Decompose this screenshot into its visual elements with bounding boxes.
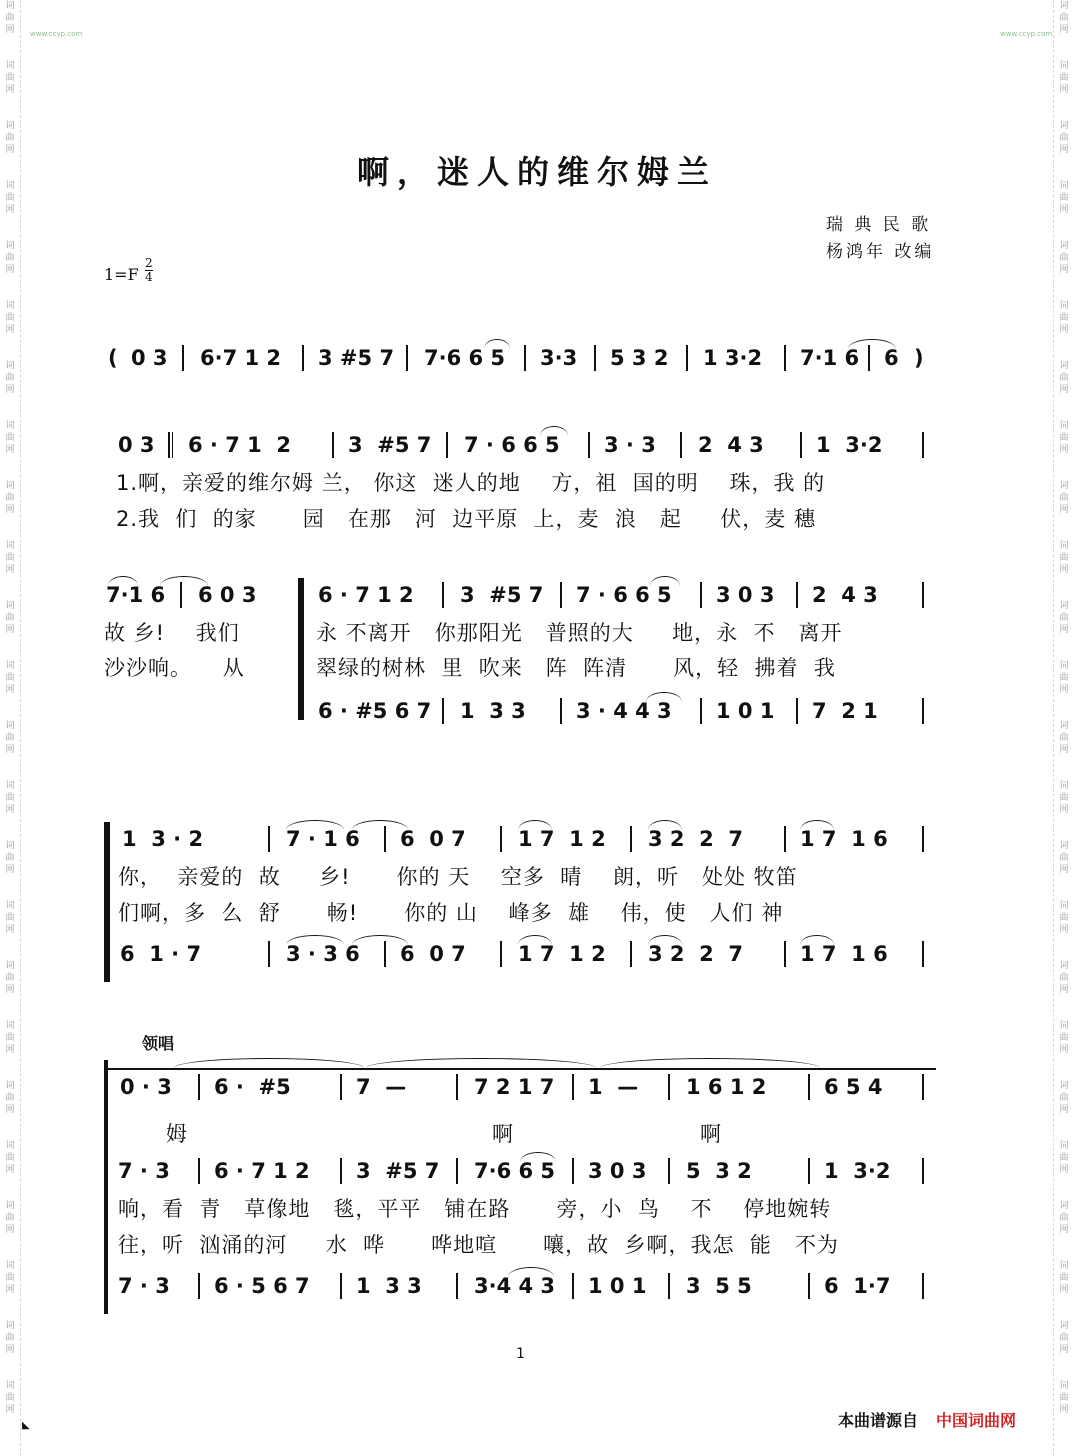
measure: 7 · 1 6 — [286, 827, 360, 851]
measure: 3 · 3 6 — [286, 942, 360, 966]
intro-close-paren: ) — [914, 346, 924, 370]
top-left-watermark: www.ccyp.com — [30, 30, 83, 38]
side-watermark-mark: 词曲网 — [5, 421, 15, 455]
side-watermark-mark: 词曲网 — [1059, 481, 1069, 515]
side-watermark-mark: 词曲网 — [1059, 961, 1069, 995]
side-watermark-mark: 词曲网 — [5, 61, 15, 95]
measure: 1 3·2 — [816, 433, 883, 457]
left-side-watermark — [3, 0, 17, 1456]
measure: 1 3·2 — [824, 1159, 891, 1183]
measure: 3 · 3 — [604, 433, 656, 457]
song-title: 啊，迷人的维尔姆兰 — [356, 153, 717, 191]
time-numerator: 2 — [145, 256, 153, 270]
side-watermark-mark: 词曲网 — [5, 781, 15, 815]
measure: 1 0 1 — [588, 1274, 647, 1298]
side-watermark-mark: 词曲网 — [1059, 1, 1069, 35]
side-watermark-mark: 词曲网 — [5, 1381, 15, 1415]
system3-lyrics-verse1: 你， 亲爱的 故 乡! 你的 天 空多 晴 朗，听 处处 牧笛 — [118, 865, 798, 889]
intro-measure: 1 3·2 — [703, 346, 763, 370]
source-credit — [838, 1408, 1016, 1431]
side-watermark-mark: 词曲网 — [5, 1261, 15, 1295]
measure: 7 · 6 6 5 — [464, 433, 560, 457]
side-watermark-mark: 词曲网 — [1059, 541, 1069, 575]
measure: 1 3 · 2 — [122, 827, 204, 851]
measure: 3 0 3 — [588, 1159, 647, 1183]
right-side-watermark — [1057, 0, 1071, 1456]
solo-lyric: 啊 — [700, 1122, 722, 1146]
side-watermark-mark: 词曲网 — [1059, 841, 1069, 875]
page-number: 1 — [516, 1346, 525, 1362]
intro-measure: 3·3 — [540, 346, 578, 370]
solo-lyric: 啊 — [492, 1122, 514, 1146]
side-watermark-mark: 词曲网 — [1059, 181, 1069, 215]
source-text: 本曲谱源自 — [838, 1411, 919, 1430]
measure: 1 0 1 — [716, 699, 775, 723]
measure: 3 · 4 4 3 — [576, 699, 672, 723]
system3-lyrics-verse2: 们啊，多 么 舒 畅! 你的 山 峰多 雄 伟，使 人们 神 — [118, 901, 784, 925]
side-watermark-mark: 词曲网 — [1059, 1141, 1069, 1175]
side-watermark-mark: 词曲网 — [1059, 661, 1069, 695]
side-watermark-mark: 词曲网 — [5, 1141, 15, 1175]
measure: 6 0 7 — [400, 942, 466, 966]
side-watermark-mark: 词曲网 — [5, 481, 15, 515]
side-watermark-mark: 词曲网 — [1059, 781, 1069, 815]
side-watermark-mark: 词曲网 — [5, 961, 15, 995]
measure: 1 3 3 — [460, 699, 526, 723]
side-watermark-mark: 词曲网 — [5, 841, 15, 875]
measure: 6 · 7 1 2 — [214, 1159, 310, 1183]
intro-open-paren: ( — [108, 346, 118, 370]
side-watermark-mark: 词曲网 — [1059, 1201, 1069, 1235]
measure: 7·6 6 5 — [474, 1159, 556, 1183]
side-watermark-mark: 词曲网 — [5, 181, 15, 215]
side-watermark-mark: 词曲网 — [1059, 901, 1069, 935]
measure: 7 2 1 — [812, 699, 878, 723]
side-watermark-mark: 词曲网 — [5, 121, 15, 155]
measure: 7 · 3 — [118, 1159, 170, 1183]
side-watermark-mark: 词曲网 — [1059, 1081, 1069, 1115]
measure: 1 7 1 6 — [800, 827, 888, 851]
system1-lyrics-verse1: 1.啊，亲爱的维尔姆 兰， 你这 迷人的地 方，祖 国的明 珠，我 的 — [116, 471, 826, 495]
side-watermark-mark: 词曲网 — [5, 1321, 15, 1355]
time-denominator: 4 — [145, 270, 153, 284]
side-watermark-mark: 词曲网 — [1059, 1261, 1069, 1295]
right-margin-rule — [1053, 0, 1054, 1456]
system2-lyrics-verse1-a: 故 乡! 我们 — [104, 621, 240, 645]
solo-lyric: 姆 — [166, 1122, 188, 1146]
intro-measure: 5 3 2 — [610, 346, 669, 370]
measure: 3 #5 7 — [348, 433, 432, 457]
top-right-watermark: www.ccyp.com — [1000, 30, 1053, 38]
side-watermark-mark: 词曲网 — [5, 241, 15, 275]
side-watermark-mark: 词曲网 — [1059, 61, 1069, 95]
measure: 1 7 1 2 — [518, 827, 606, 851]
measure: 2 4 3 — [698, 433, 764, 457]
system2-lyrics-verse2-a: 沙沙响。 从 — [104, 656, 245, 680]
measure: 3 2 2 7 — [648, 827, 744, 851]
system4-lyrics-verse1: 响，看 青 草像地 毯，平平 铺在路 旁，小 鸟 不 停地婉转 — [118, 1197, 832, 1221]
side-watermark-mark: 词曲网 — [1059, 121, 1069, 155]
side-watermark-mark: 词曲网 — [5, 1021, 15, 1055]
system4-top-rule — [104, 1068, 936, 1070]
measure: 7 2 1 7 — [474, 1075, 555, 1099]
measure: 6 0 3 — [198, 583, 257, 607]
measure: 1 6 1 2 — [686, 1075, 767, 1099]
measure: 6 1·7 — [824, 1274, 891, 1298]
measure: 6 1 · 7 — [120, 942, 202, 966]
time-signature — [145, 257, 153, 284]
intro-measure: 7·1 6 — [800, 346, 860, 370]
measure: 1 — — [588, 1075, 639, 1099]
measure: 7·1 6 — [106, 583, 166, 607]
measure: 3 #5 7 — [460, 583, 544, 607]
side-watermark-mark: 词曲网 — [1059, 301, 1069, 335]
side-watermark-mark: 词曲网 — [1059, 601, 1069, 635]
side-watermark-mark: 词曲网 — [5, 301, 15, 335]
measure: 3 #5 7 — [356, 1159, 440, 1183]
intro-measure: 0 3 — [131, 346, 168, 370]
system3-bracket — [104, 822, 110, 982]
measure: 6 · 7 1 2 — [318, 583, 414, 607]
side-watermark-mark: 词曲网 — [5, 361, 15, 395]
side-watermark-mark: 词曲网 — [5, 1081, 15, 1115]
credit-arranger: 杨鸿年 改编 — [826, 242, 935, 262]
side-watermark-mark: 词曲网 — [5, 721, 15, 755]
measure: 7 · 6 6 5 — [576, 583, 672, 607]
source-brand-link[interactable]: 中国词曲网 — [936, 1411, 1017, 1430]
side-watermark-mark: 词曲网 — [5, 661, 15, 695]
measure: 6 · 5 6 7 — [214, 1274, 310, 1298]
credit-origin: 瑞 典 民 歌 — [826, 215, 932, 235]
measure: 3·4 4 3 — [474, 1274, 556, 1298]
measure: 3 5 5 — [686, 1274, 752, 1298]
intro-measure: 6·7 1 2 — [200, 346, 282, 370]
side-watermark-mark: 词曲网 — [1059, 421, 1069, 455]
measure: 3 2 2 7 — [648, 942, 744, 966]
side-watermark-mark: 词曲网 — [1059, 241, 1069, 275]
side-watermark-mark: 词曲网 — [5, 1, 15, 35]
intro-measure: 7·6 6 5 — [424, 346, 506, 370]
system1-lyrics-verse2: 2.我 们 的家 园 在那 河 边平原 上，麦 浪 起 伏，麦 穗 — [116, 507, 816, 531]
solo-label: 领唱 — [142, 1034, 175, 1053]
intro-measure: 6 — [884, 346, 899, 370]
corner-mark-icon: ◣ — [22, 1420, 30, 1431]
measure: 6 · #5 — [214, 1075, 291, 1099]
pickup-measure: 0 3 — [118, 433, 155, 457]
measure: 2 4 3 — [812, 583, 878, 607]
side-watermark-mark: 词曲网 — [1059, 361, 1069, 395]
left-margin-rule — [20, 0, 21, 1456]
measure: 6 · 7 1 2 — [188, 433, 291, 457]
system4-bracket — [104, 1060, 108, 1314]
measure: 1 7 1 2 — [518, 942, 606, 966]
side-watermark-mark: 词曲网 — [1059, 721, 1069, 755]
side-watermark-mark: 词曲网 — [5, 1201, 15, 1235]
measure: 7 — — [356, 1075, 407, 1099]
measure: 1 3 3 — [356, 1274, 422, 1298]
measure: 0 · 3 — [120, 1075, 172, 1099]
measure: 6 5 4 — [824, 1075, 883, 1099]
measure: 1 7 1 6 — [800, 942, 888, 966]
system4-lyrics-verse2: 往，听 汹涌的河 水 哗 哗地喧 嚷，故 乡啊，我怎 能 不为 — [118, 1233, 839, 1257]
system2-lyrics-verse2-b: 翠绿的树林 里 吹来 阵 阵清 风，轻 拂着 我 — [316, 656, 836, 680]
side-watermark-mark: 词曲网 — [1059, 1381, 1069, 1415]
side-watermark-mark: 词曲网 — [5, 601, 15, 635]
measure: 7 · 3 — [118, 1274, 170, 1298]
system2-bracket — [298, 578, 304, 720]
key-signature: 1=F — [104, 265, 139, 284]
measure: 6 0 7 — [400, 827, 466, 851]
side-watermark-mark: 词曲网 — [5, 541, 15, 575]
measure: 5 3 2 — [686, 1159, 752, 1183]
side-watermark-mark: 词曲网 — [5, 901, 15, 935]
intro-measure: 3 #5 7 — [318, 346, 395, 370]
side-watermark-mark: 词曲网 — [1059, 1021, 1069, 1055]
measure: 6 · #5 6 7 — [318, 699, 432, 723]
system2-lyrics-verse1-b: 永 不离开 你那阳光 普照的大 地，永 不 离开 — [316, 621, 843, 645]
side-watermark-mark: 词曲网 — [1059, 1321, 1069, 1355]
measure: 3 0 3 — [716, 583, 775, 607]
